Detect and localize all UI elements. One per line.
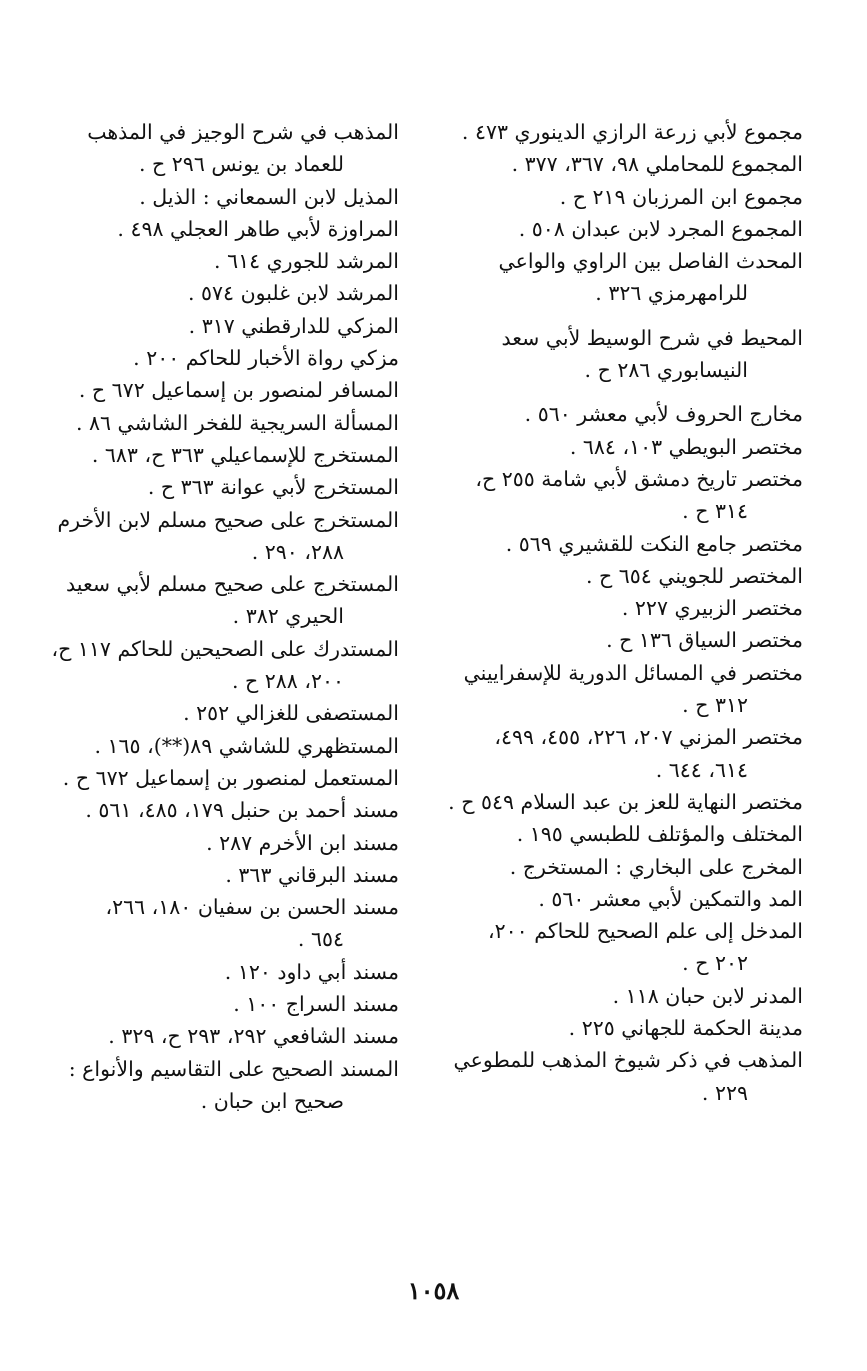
index-entry bbox=[443, 431, 803, 463]
index-entry bbox=[19, 342, 399, 374]
index-entry-line: المحيط في شرح الوسيط لأبي سعد bbox=[501, 325, 803, 350]
index-entry bbox=[443, 528, 803, 560]
index-entry-line: المختصر للجويني ٦٥٤ ح . bbox=[585, 563, 803, 588]
index-entry bbox=[443, 980, 803, 1012]
index-entry-line: المسند الصحيح على التقاسيم والأنواع : bbox=[68, 1056, 399, 1081]
index-entry bbox=[19, 762, 399, 794]
index-entry bbox=[19, 956, 399, 988]
index-entry-line: مزكي رواة الأخبار للحاكم ٢٠٠ . bbox=[133, 346, 399, 371]
index-entry-line: المستخرج للإسماعيلي ٣٦٣ ح، ٦٨٣ . bbox=[91, 442, 399, 467]
index-entry bbox=[19, 213, 399, 245]
index-entry bbox=[443, 1044, 803, 1109]
index-entry bbox=[19, 1020, 399, 1052]
index-entry-line: المدنر لابن حبان ١١٨ . bbox=[612, 983, 803, 1008]
index-entry bbox=[443, 657, 803, 722]
index-entry-continuation: ٣١٢ ح . bbox=[682, 693, 748, 718]
index-entry-continuation: ٢٠٢ ح . bbox=[682, 951, 748, 976]
index-entry bbox=[443, 245, 803, 310]
index-entry bbox=[19, 116, 399, 181]
index-entry bbox=[19, 859, 399, 891]
index-entry bbox=[19, 181, 399, 213]
index-entry-line: مسند أحمد بن حنبل ١٧٩، ٤٨٥، ٥٦١ . bbox=[85, 798, 399, 823]
index-entry-line: المستخرج على صحيح مسلم لابن الأخرم bbox=[57, 507, 399, 532]
index-entry bbox=[443, 181, 803, 213]
index-entry-line: المذيل لابن السمعاني : الذيل . bbox=[139, 184, 399, 209]
index-entry-line: مختصر البويطي ١٠٣، ٦٨٤ . bbox=[569, 434, 803, 459]
index-entry bbox=[443, 322, 803, 387]
index-entry-line: المجموع المجرد لابن عبدان ٥٠٨ . bbox=[518, 216, 803, 241]
index-entry bbox=[443, 213, 803, 245]
index-entry-line: مختصر تاريخ دمشق لأبي شامة ٢٥٥ ح، bbox=[475, 466, 803, 491]
index-entry bbox=[19, 277, 399, 309]
index-entry-line: المستظهري للشاشي ٨٩(**)، ١٦٥ . bbox=[94, 733, 399, 758]
index-entry bbox=[19, 891, 399, 956]
page-number: ١٠٥٨ bbox=[407, 1276, 460, 1305]
index-entry-continuation: ٦١٤، ٦٤٤ . bbox=[655, 757, 748, 782]
index-entry bbox=[19, 471, 399, 503]
index-entry-line: المستعمل لمنصور بن إسماعيل ٦٧٢ ح . bbox=[62, 765, 399, 790]
index-column-right bbox=[443, 116, 803, 1109]
index-entry-continuation: صحيح ابن حبان . bbox=[200, 1088, 344, 1113]
index-entry-line: المسألة السريجية للفخر الشاشي ٨٦ . bbox=[75, 410, 399, 435]
index-entry-continuation: ٦٥٤ . bbox=[297, 927, 344, 952]
index-entry bbox=[443, 818, 803, 850]
index-entry-line: مدينة الحكمة للجهاني ٢٢٥ . bbox=[568, 1016, 803, 1041]
index-entry-line: مختصر في المسائل الدورية للإسفراييني bbox=[463, 660, 803, 685]
index-entry bbox=[443, 592, 803, 624]
index-entry bbox=[19, 730, 399, 762]
index-entry-line: مخارج الحروف لأبي معشر ٥٦٠ . bbox=[524, 402, 803, 427]
index-entry-line: المدخل إلى علم الصحيح للحاكم ٢٠٠، bbox=[488, 919, 803, 944]
index-entry bbox=[443, 116, 803, 148]
index-entry-line: مختصر المزني ٢٠٧، ٢٢٦، ٤٥٥، ٤٩٩، bbox=[494, 725, 803, 750]
index-entry-line: المراوزة لأبي طاهر العجلي ٤٩٨ . bbox=[117, 216, 399, 241]
index-entry bbox=[19, 439, 399, 471]
index-entry-line: مختصر النهاية للعز بن عبد السلام ٥٤٩ ح . bbox=[448, 789, 803, 814]
index-entry-line: مسند الحسن بن سفيان ١٨٠، ٢٦٦، bbox=[105, 895, 399, 920]
index-entry bbox=[443, 624, 803, 656]
index-entry-line: مسند أبي داود ١٢٠ . bbox=[224, 959, 399, 984]
index-entry-line: المختلف والمؤتلف للطبسي ١٩٥ . bbox=[516, 822, 803, 847]
index-entry-continuation: للرامهرمزي ٣٢٦ . bbox=[595, 281, 748, 306]
index-entry-continuation: الحيري ٣٨٢ . bbox=[232, 604, 344, 629]
index-entry bbox=[443, 1012, 803, 1044]
index-entry bbox=[19, 374, 399, 406]
index-entry bbox=[19, 988, 399, 1020]
index-entry bbox=[19, 827, 399, 859]
index-entry bbox=[19, 310, 399, 342]
index-entry-continuation: ٢٠٠، ٢٨٨ ح . bbox=[231, 669, 344, 694]
index-entry bbox=[19, 407, 399, 439]
index-entry bbox=[19, 568, 399, 633]
index-entry-line: المستدرك على الصحيحين للحاكم ١١٧ ح، bbox=[51, 636, 399, 661]
index-entry-line: المد والتمكين لأبي معشر ٥٦٠ . bbox=[538, 886, 803, 911]
index-entry bbox=[443, 851, 803, 883]
index-entry-line: مجموع ابن المرزبان ٢١٩ ح . bbox=[559, 184, 803, 209]
index-entry-continuation: النيسابوري ٢٨٦ ح . bbox=[584, 358, 748, 383]
index-entry bbox=[19, 1053, 399, 1118]
index-entry-line: مجموع لأبي زرعة الرازي الدينوري ٤٧٣ . bbox=[461, 120, 803, 144]
index-entry-line: المستخرج على صحيح مسلم لأبي سعيد bbox=[66, 572, 399, 597]
index-entry-line: مسند الشافعي ٢٩٢، ٢٩٣ ح، ٣٢٩ . bbox=[108, 1024, 399, 1049]
index-entry-line: مختصر السياق ١٣٦ ح . bbox=[606, 628, 803, 653]
index-column-left bbox=[19, 116, 399, 1117]
index-entry-line: مختصر جامع النكت للقشيري ٥٦٩ . bbox=[505, 531, 803, 556]
index-entry-line: مسند ابن الأخرم ٢٨٧ . bbox=[206, 830, 399, 855]
index-entry-line: المحدث الفاصل بين الراوي والواعي bbox=[498, 249, 803, 274]
index-entry-line: المرشد للجوري ٦١٤ . bbox=[214, 249, 399, 274]
index-entry-line: المزكي للدارقطني ٣١٧ . bbox=[188, 313, 399, 338]
index-entry bbox=[19, 245, 399, 277]
index-entry-line: المذهب في شرح الوجيز في المذهب bbox=[87, 120, 399, 144]
index-entry bbox=[19, 697, 399, 729]
index-entry-continuation: للعماد بن يونس ٢٩٦ ح . bbox=[139, 152, 344, 177]
index-entry-line: المذهب في ذكر شيوخ المذهب للمطوعي bbox=[453, 1048, 803, 1073]
index-entry bbox=[19, 504, 399, 569]
index-entry-continuation: ٢٨٨، ٢٩٠ . bbox=[251, 539, 344, 564]
index-entry-continuation: ٣١٤ ح . bbox=[682, 499, 748, 524]
index-entry bbox=[19, 633, 399, 698]
index-entry-line: المخرج على البخاري : المستخرج . bbox=[509, 854, 803, 879]
index-entry bbox=[443, 148, 803, 180]
index-entry bbox=[443, 560, 803, 592]
index-entry bbox=[443, 786, 803, 818]
index-entry-continuation: ٢٢٩ . bbox=[701, 1080, 748, 1105]
index-entry bbox=[443, 398, 803, 430]
index-entry bbox=[443, 883, 803, 915]
index-entry-line: مسند السراج ١٠٠ . bbox=[233, 992, 399, 1017]
index-entry bbox=[443, 915, 803, 980]
index-entry bbox=[443, 721, 803, 786]
index-entry-line: المجموع للمحاملي ٩٨، ٣٦٧، ٣٧٧ . bbox=[511, 152, 803, 177]
index-entry-line: المسافر لمنصور بن إسماعيل ٦٧٢ ح . bbox=[78, 378, 399, 403]
index-entry-line: المرشد لابن غلبون ٥٧٤ . bbox=[187, 281, 399, 306]
index-entry bbox=[443, 463, 803, 528]
index-entry-line: مسند البرقاني ٣٦٣ . bbox=[225, 862, 399, 887]
index-entry-line: المستصفى للغزالي ٢٥٢ . bbox=[183, 701, 399, 726]
index-entry-line: المستخرج لأبي عوانة ٣٦٣ ح . bbox=[147, 475, 399, 500]
index-entry-line: مختصر الزبيري ٢٢٧ . bbox=[621, 596, 803, 621]
index-entry bbox=[19, 794, 399, 826]
